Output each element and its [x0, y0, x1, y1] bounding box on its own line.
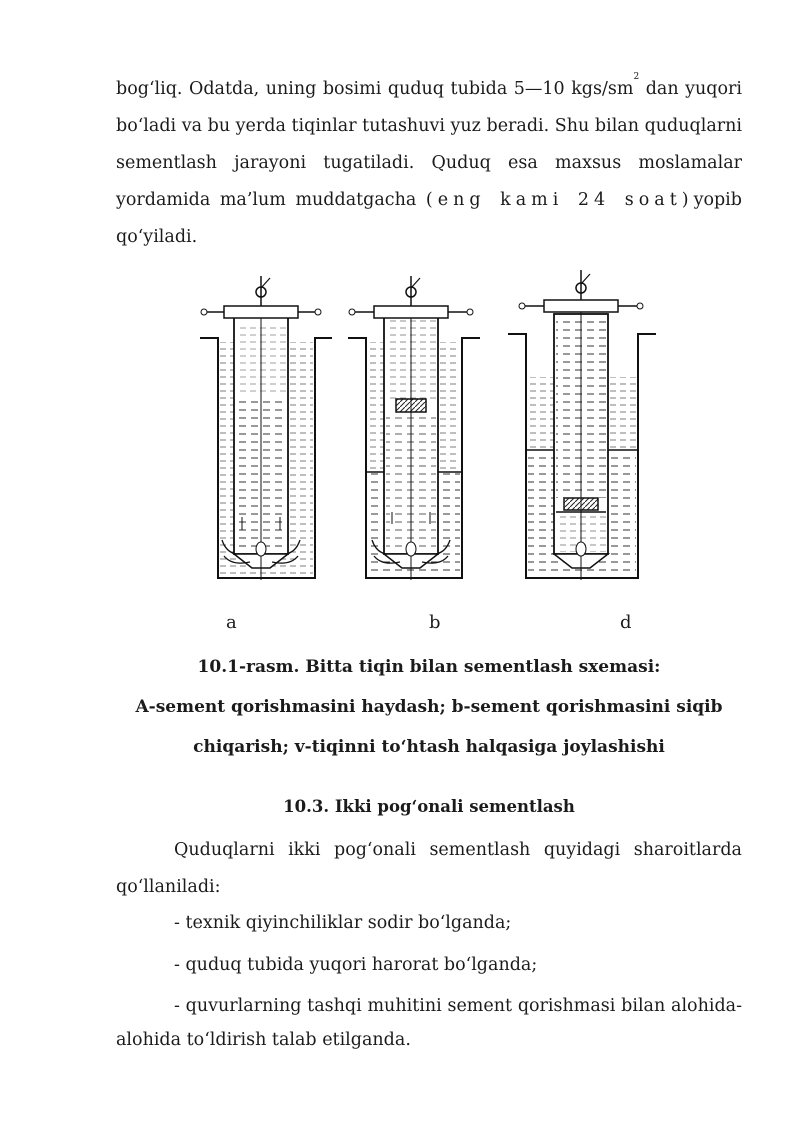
paragraph-1	[116, 71, 742, 256]
figure-label-d: d	[620, 612, 632, 633]
paragraph-1-line-2: bo‘ladi va bu yerda tiqinlar tutashuvi yuz beradi. Shu bilan quduqlarni	[116, 116, 742, 136]
paragraph-1-line-5: qo‘yiladi.	[116, 227, 198, 247]
intro-line-2: qo‘llaniladi:	[116, 877, 221, 897]
caption-line-1: 10.1-rasm. Bitta tiqin bilan sementlash sxemasi:	[197, 657, 661, 677]
figure-label-b: b	[429, 612, 441, 633]
last-line: alohida to‘ldirish talab etilganda.	[116, 1030, 411, 1050]
caption-line-3: chiqarish; v-tiqinni to‘htash halqasiga joylashishi	[193, 737, 665, 757]
spaced-text: (eng kami 24 soat)	[425, 190, 694, 210]
section-intro	[116, 832, 742, 906]
paragraph-1-line-4: yordamida ma’lum muddatgacha (eng kami 24 soat)yopib	[116, 190, 742, 210]
paragraph-1-line-1: bog‘liq. Odatda, uning bosimi quduq tubida 5—10 kgs/$sm^2$ dan yuqori	[116, 72, 743, 99]
caption-line-2: A-sement qorishmasini haydash; b-sement qorishmasini siqib	[135, 697, 723, 717]
list-item: - quvurlarning tashqi muhitini sement qorishmasi bilan alohida-	[174, 996, 742, 1016]
section-heading: 10.3. Ikki pog‘onali sementlash	[283, 797, 575, 816]
paragraph-1-line-3: sementlash jarayoni tugatiladi. Quduq esa maxsus moslamalar	[116, 153, 742, 173]
cementing-diagram	[190, 262, 670, 602]
figure-caption	[116, 647, 742, 767]
superscript: 2	[633, 72, 640, 82]
figure-label-a: a	[226, 612, 237, 633]
list-item: - quduq tubida yuqori harorat bo‘lganda;	[174, 955, 538, 975]
well-b	[348, 276, 480, 580]
list-item: - texnik qiyinchiliklar sodir bo‘lganda;	[174, 913, 512, 933]
well-a	[200, 276, 332, 580]
intro-line-1: Quduqlarni ikki pog‘onali sementlash quyidagi sharoitlarda	[174, 840, 742, 860]
well-d	[508, 270, 656, 580]
